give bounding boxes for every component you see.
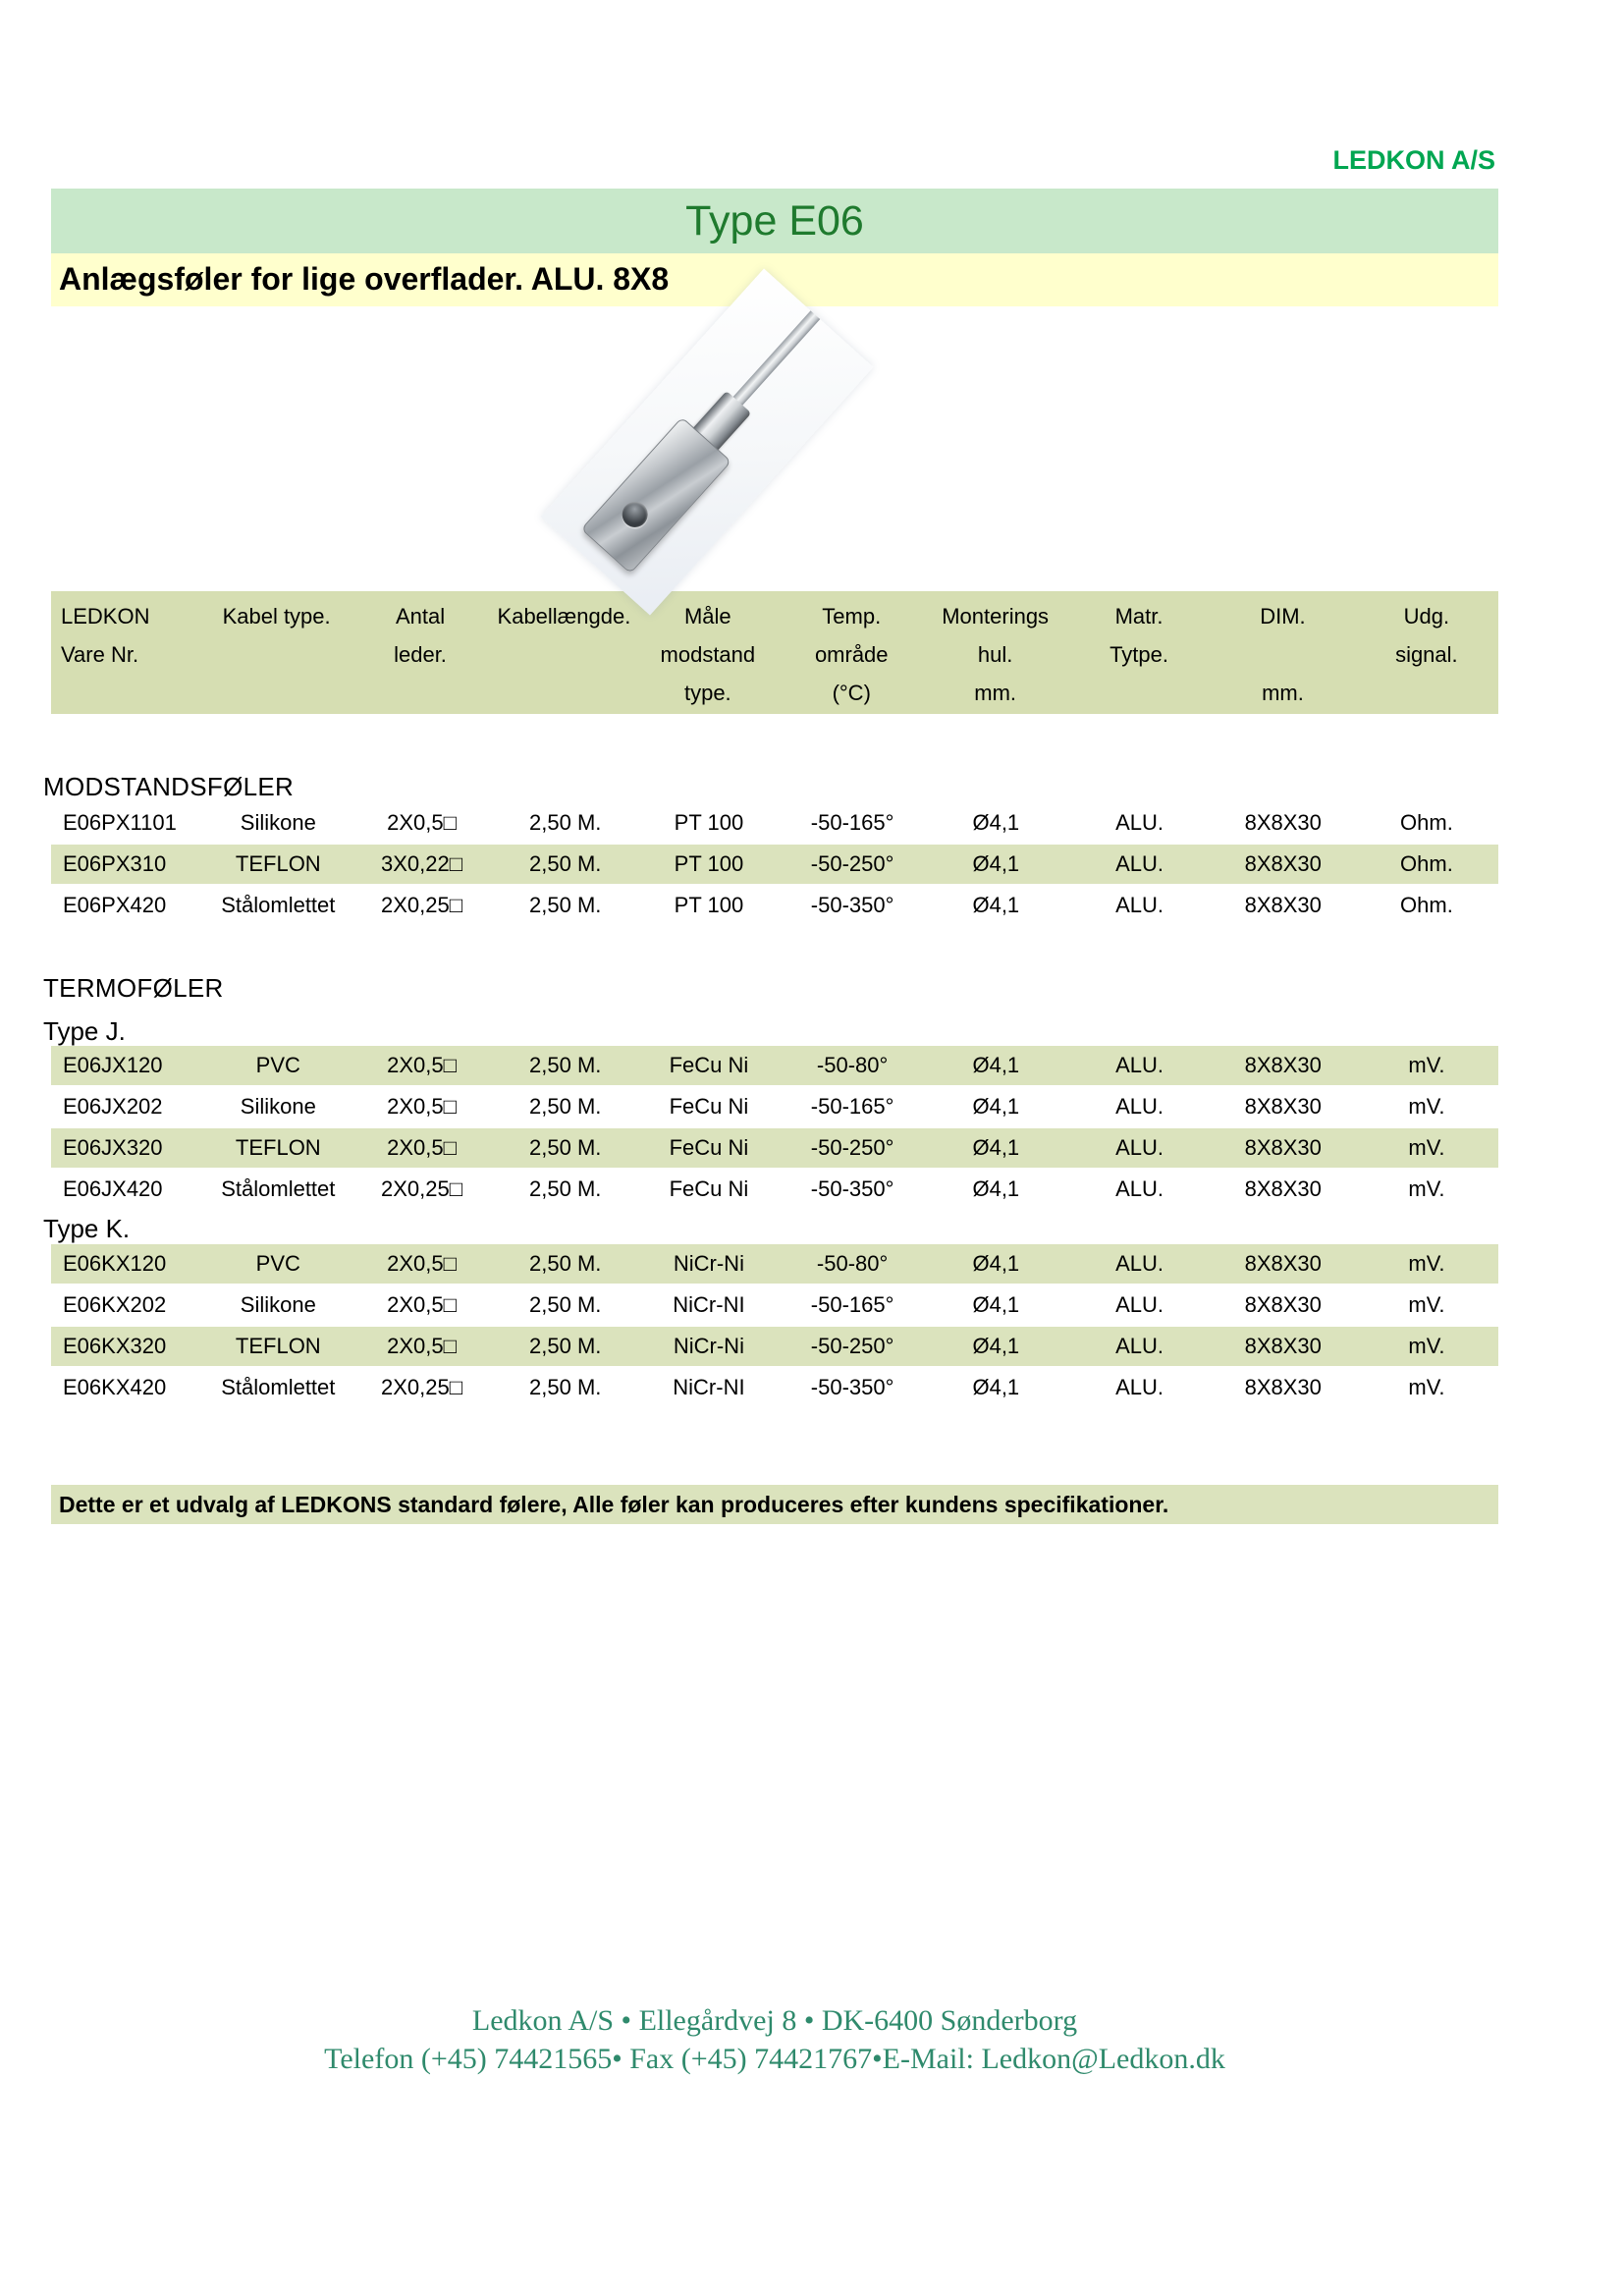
group-label-type-j: Type J. [43, 1016, 126, 1046]
table-cell: 2,50 M. [529, 1292, 602, 1317]
table-cell: ALU. [1115, 810, 1164, 835]
column-header-line: Vare Nr. [61, 642, 139, 667]
table-cell: ALU. [1115, 1094, 1164, 1119]
table-cell: 2,50 M. [529, 1251, 602, 1276]
table-cell: mV. [1408, 1292, 1445, 1317]
column-header-line [1211, 635, 1354, 674]
sensor-alu-block [581, 416, 732, 574]
table-cell: Ø4,1 [972, 1375, 1020, 1399]
table-cell: Ø4,1 [972, 1094, 1020, 1119]
table-header [51, 591, 1498, 714]
section-heading-modstandsfoler: MODSTANDSFØLER [43, 772, 295, 801]
table-cell: FeCu Ni [669, 1053, 749, 1077]
table-row [51, 1170, 1498, 1209]
table-row [51, 845, 1498, 884]
table-cell: 2X0,5□ [387, 810, 457, 835]
rows-type-j [51, 1046, 1498, 1211]
column-header-line [349, 674, 492, 712]
column-header [780, 597, 923, 714]
column-header [1067, 597, 1211, 714]
table-cell: ALU. [1115, 851, 1164, 876]
table-cell: 2,50 M. [529, 1053, 602, 1077]
table-cell: 2,50 M. [529, 1135, 602, 1160]
table-cell: ALU. [1115, 1292, 1164, 1317]
table-cell: mV. [1408, 1176, 1445, 1201]
column-header-line: mm. [1262, 681, 1304, 705]
column-header-line: Temp. [822, 604, 882, 629]
table-cell: 8X8X30 [1244, 1375, 1322, 1399]
column-header-line: Måle [683, 604, 731, 629]
photo-paper [541, 268, 874, 615]
column-header-line: Matr. [1114, 604, 1164, 629]
column-header [1355, 597, 1498, 714]
table-cell: TEFLON [235, 851, 321, 876]
table-cell: E06PX1101 [63, 810, 177, 835]
section-heading-termofoler: TERMOFØLER [43, 973, 224, 1003]
column-header-line [204, 674, 348, 712]
column-header [204, 597, 348, 714]
table-row [51, 803, 1498, 843]
table-row [51, 1327, 1498, 1366]
table-cell: FeCu Ni [669, 1176, 749, 1201]
table-cell: -50-165° [810, 1292, 894, 1317]
table-cell: Ø4,1 [972, 810, 1020, 835]
column-header-line: LEDKON [61, 604, 150, 629]
column-header-line: område [814, 642, 889, 667]
table-cell: 8X8X30 [1244, 1334, 1322, 1358]
table-cell: 2X0,5□ [387, 1334, 457, 1358]
table-cell: 2,50 M. [529, 810, 602, 835]
table-cell: 8X8X30 [1244, 1053, 1322, 1077]
table-cell: Ø4,1 [972, 1251, 1020, 1276]
table-cell: E06JX120 [63, 1053, 163, 1077]
table-cell: Silikone [240, 810, 316, 835]
title-banner [51, 189, 1498, 253]
column-header-line: hul. [977, 642, 1013, 667]
table-cell: mV. [1408, 1135, 1445, 1160]
table-cell: -50-250° [810, 1334, 894, 1358]
table-cell: 2X0,5□ [387, 1292, 457, 1317]
column-header [492, 597, 635, 714]
table-cell: Ø4,1 [972, 1135, 1020, 1160]
table-cell: ALU. [1115, 1053, 1164, 1077]
sensor-cable [729, 300, 830, 410]
table-cell: 8X8X30 [1244, 1176, 1322, 1201]
table-cell: 2,50 M. [529, 1094, 602, 1119]
table-cell: -50-165° [810, 1094, 894, 1119]
table-cell: 2,50 M. [529, 851, 602, 876]
table-cell: NiCr-NI [673, 1375, 745, 1399]
column-header-line: Kabellængde. [497, 604, 631, 629]
group-label-type-k: Type K. [43, 1214, 131, 1243]
table-cell: -50-350° [810, 1176, 894, 1201]
table-row [51, 1046, 1498, 1085]
sensor-mounting-hole [617, 497, 653, 533]
table-cell: ALU. [1115, 1135, 1164, 1160]
table-cell: PT 100 [674, 851, 744, 876]
table-cell: PT 100 [674, 810, 744, 835]
table-cell: mV. [1408, 1334, 1445, 1358]
table-cell: Stålomlettet [221, 1375, 336, 1399]
table-cell: E06KX120 [63, 1251, 167, 1276]
table-cell: 8X8X30 [1244, 1094, 1322, 1119]
column-header-line: type. [683, 681, 731, 705]
table-cell: E06KX320 [63, 1334, 167, 1358]
rows-modstandsfoler [51, 803, 1498, 927]
column-header-line [1355, 674, 1498, 712]
column-header-line: Antal [395, 604, 446, 629]
table-cell: 8X8X30 [1244, 851, 1322, 876]
column-header-line: (°C) [832, 681, 871, 705]
table-cell: 2X0,25□ [381, 1375, 463, 1399]
table-cell: 2,50 M. [529, 1176, 602, 1201]
column-header-line [492, 674, 635, 712]
table-cell: -50-165° [810, 810, 894, 835]
table-row [51, 1128, 1498, 1168]
table-row [51, 1368, 1498, 1407]
table-cell: -50-250° [810, 1135, 894, 1160]
table-cell: E06PX420 [63, 893, 167, 917]
table-cell: Silikone [240, 1094, 316, 1119]
table-cell: -50-80° [816, 1251, 889, 1276]
column-header-line: signal. [1395, 642, 1458, 667]
note-text: Dette er et udvalg af LEDKONS standard følere, Alle føler kan produceres efter kundens specifikationer. [59, 1492, 1169, 1517]
table-cell: Ø4,1 [972, 1292, 1020, 1317]
table-cell: Ø4,1 [972, 1176, 1020, 1201]
table-cell: FeCu Ni [669, 1135, 749, 1160]
table-cell: mV. [1408, 1094, 1445, 1119]
table-cell: ALU. [1115, 893, 1164, 917]
table-cell: 2X0,25□ [381, 893, 463, 917]
table-cell: 2X0,5□ [387, 1053, 457, 1077]
table-cell: -50-350° [810, 893, 894, 917]
column-header-line: Udg. [1403, 604, 1450, 629]
column-header [51, 597, 204, 714]
table-cell: Ø4,1 [972, 1053, 1020, 1077]
table-cell: TEFLON [235, 1334, 321, 1358]
table-cell: Ohm. [1400, 810, 1453, 835]
rows-type-k [51, 1244, 1498, 1409]
column-header-line: Monterings [942, 604, 1050, 629]
table-cell: mV. [1408, 1251, 1445, 1276]
table-cell: ALU. [1115, 1176, 1164, 1201]
table-cell: 2X0,25□ [381, 1176, 463, 1201]
table-cell: NiCr-Ni [673, 1334, 744, 1358]
table-cell: NiCr-NI [673, 1292, 745, 1317]
column-header-line [492, 635, 635, 674]
table-cell: ALU. [1115, 1251, 1164, 1276]
table-cell: 3X0,22□ [381, 851, 463, 876]
table-cell: Ohm. [1400, 851, 1453, 876]
table-row [51, 1285, 1498, 1325]
table-cell: E06JX202 [63, 1094, 163, 1119]
table-cell: E06KX420 [63, 1375, 167, 1399]
table-cell: Ohm. [1400, 893, 1453, 917]
table-cell: TEFLON [235, 1135, 321, 1160]
note-bar [51, 1485, 1498, 1524]
table-cell: 8X8X30 [1244, 1292, 1322, 1317]
table-cell: 2X0,5□ [387, 1094, 457, 1119]
table-cell: 2X0,5□ [387, 1135, 457, 1160]
table-cell: Ø4,1 [972, 1334, 1020, 1358]
table-cell: mV. [1408, 1053, 1445, 1077]
column-header-line: DIM. [1260, 604, 1306, 629]
table-row [51, 1087, 1498, 1126]
column-header-line [1067, 674, 1211, 712]
page-title: Type E06 [685, 197, 864, 245]
column-header-line: Kabel type. [222, 604, 331, 629]
table-cell: PVC [255, 1251, 300, 1276]
company-brand: LEDKON A/S [1332, 145, 1495, 175]
table-cell: FeCu Ni [669, 1094, 749, 1119]
table-cell: E06PX310 [63, 851, 167, 876]
table-cell: ALU. [1115, 1334, 1164, 1358]
table-cell: 8X8X30 [1244, 1251, 1322, 1276]
table-cell: NiCr-Ni [673, 1251, 744, 1276]
table-cell: mV. [1408, 1375, 1445, 1399]
column-header-line: modstand [660, 642, 756, 667]
table-cell: E06KX202 [63, 1292, 167, 1317]
table-cell: 8X8X30 [1244, 893, 1322, 917]
table-cell: 2X0,5□ [387, 1251, 457, 1276]
table-cell: PVC [255, 1053, 300, 1077]
table-row [51, 886, 1498, 925]
table-cell: -50-350° [810, 1375, 894, 1399]
table-cell: E06JX320 [63, 1135, 163, 1160]
column-header [923, 597, 1066, 714]
column-header-line [204, 635, 348, 674]
footer-contact-line: Telefon (+45) 74421565• Fax (+45) 74421767•E-Mail: Ledkon@Ledkon.dk [324, 2043, 1225, 2075]
column-header [349, 597, 492, 714]
table-cell: 2,50 M. [529, 893, 602, 917]
table-cell: Stålomlettet [221, 1176, 336, 1201]
table-cell: -50-80° [816, 1053, 889, 1077]
page-subtitle: Anlægsføler for lige overflader. ALU. 8X8 [59, 261, 670, 297]
column-header [636, 597, 780, 714]
table-cell: 8X8X30 [1244, 810, 1322, 835]
table-cell: 2,50 M. [529, 1375, 602, 1399]
table-cell: Stålomlettet [221, 893, 336, 917]
table-row [51, 1244, 1498, 1284]
column-header-line: Tytpe. [1110, 642, 1168, 667]
table-cell: -50-250° [810, 851, 894, 876]
footer-address-line: Ledkon A/S • Ellegårdvej 8 • DK-6400 Sønderborg [471, 2004, 1078, 2037]
column-header-line [61, 674, 204, 712]
table-cell: Ø4,1 [972, 893, 1020, 917]
table-cell: Silikone [240, 1292, 316, 1317]
table-cell: 8X8X30 [1244, 1135, 1322, 1160]
table-cell: ALU. [1115, 1375, 1164, 1399]
column-header-line: mm. [974, 681, 1017, 705]
table-cell: Ø4,1 [972, 851, 1020, 876]
table-cell: E06JX420 [63, 1176, 163, 1201]
table-cell: PT 100 [674, 893, 744, 917]
table-cell: 2,50 M. [529, 1334, 602, 1358]
column-header-line: leder. [394, 642, 447, 667]
footer [51, 2001, 1498, 2078]
column-header [1211, 597, 1354, 714]
